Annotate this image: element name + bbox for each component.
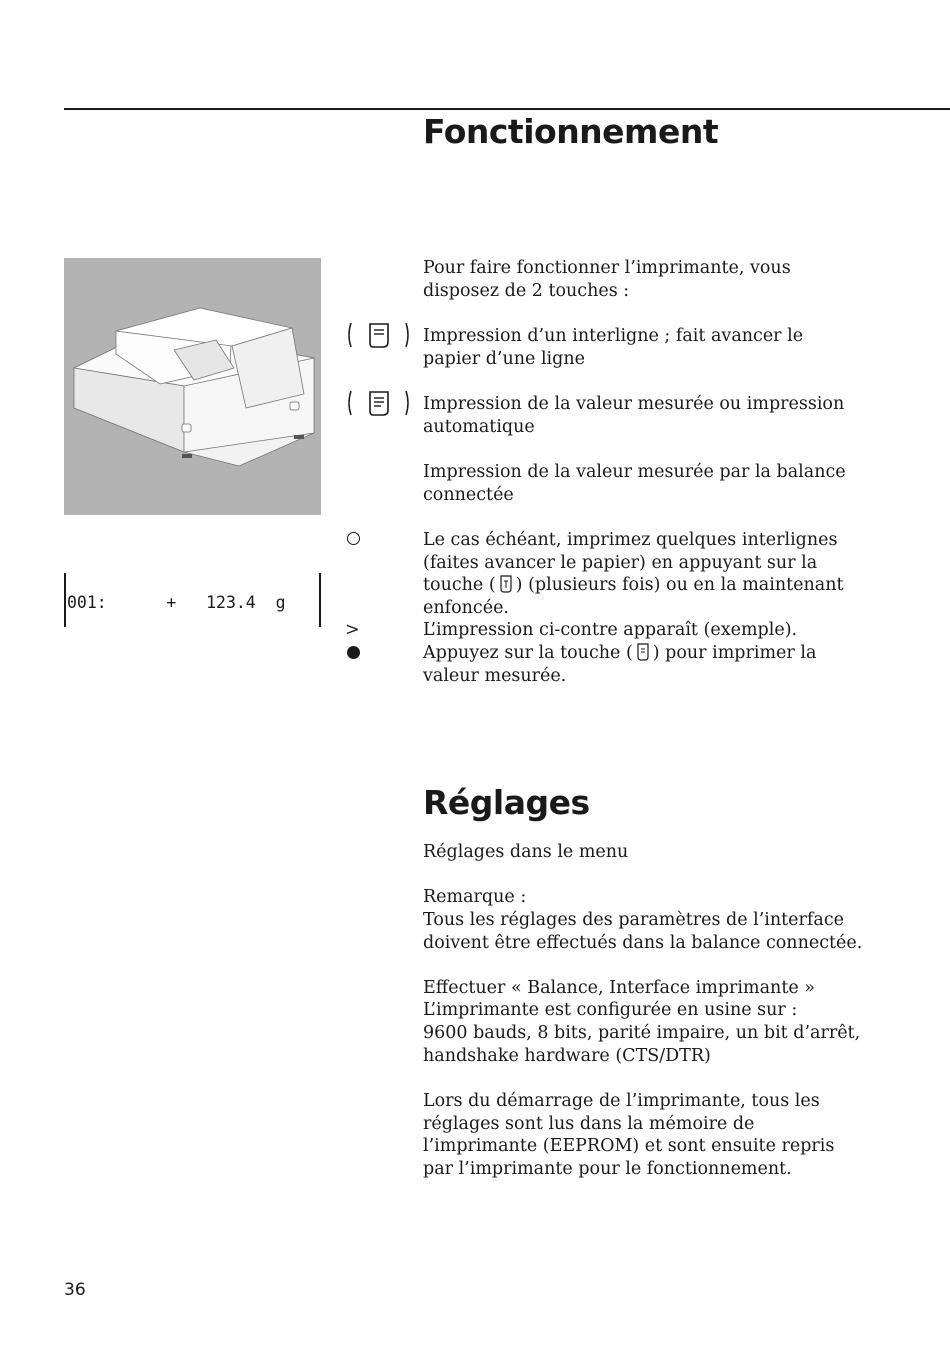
settings-effect: Effectuer « Balance, Interface imprimante » bbox=[423, 978, 815, 998]
printout-right-edge bbox=[319, 573, 321, 627]
open-circle-icon bbox=[347, 532, 360, 545]
printout-left-edge bbox=[64, 573, 66, 627]
printer-illustration bbox=[64, 258, 321, 515]
settings-menu: Réglages dans le menu bbox=[423, 842, 629, 862]
paper-feed-key-icon bbox=[345, 320, 415, 350]
key-print-description: Impression de la valeur mesurée ou impression automatique bbox=[423, 394, 845, 437]
balance-print-description: Impression de la valeur mesurée par la balance connectée bbox=[423, 462, 846, 505]
page-number: 36 bbox=[64, 1280, 86, 1300]
key-feed-description: Impression d’un interligne ; fait avancer le papier d’une ligne bbox=[423, 326, 804, 369]
settings-startup: Lors du démarrage de l’imprimante, tous les réglages sont lus dans la mémoire de l’imprimante (EEPROM) et sont ensuite repris par l’imprimante pour le fonctionnement. bbox=[423, 1091, 835, 1180]
settings-note-text: Tous les réglages des paramètres de l’interface doivent être effectués dans la balance connectée. bbox=[423, 910, 863, 953]
step-print-suffix: pour imprimer la valeur mesurée. bbox=[423, 643, 817, 686]
settings-params: 9600 bauds, 8 bits, parité impaire, un bit d’arrêt, handshake hardware (CTS/DTR) bbox=[423, 1023, 861, 1066]
step-print-prefix: Appuyez sur la touche bbox=[423, 643, 621, 663]
section-title-settings: Réglages bbox=[423, 783, 590, 822]
printout-example bbox=[64, 573, 321, 627]
printout-line: 001: + 123.4 g bbox=[67, 593, 286, 612]
step-feed-paper: Le cas échéant, imprimez quelques interlignes (faites avancer le papier) en appuyant sur la touche ( ) (plusieurs fois) ou en la maintenant enfoncée. bbox=[423, 530, 844, 619]
result-marker: > bbox=[345, 620, 360, 640]
print-key-icon bbox=[345, 388, 415, 418]
step-print-value: Appuyez sur la touche ( ) pour imprimer la valeur mesurée. bbox=[423, 643, 817, 686]
header-rule bbox=[64, 108, 950, 110]
operation-intro: Pour faire fonctionner l’imprimante, vous disposez de 2 touches : bbox=[423, 258, 791, 301]
paper-feed-key-inline-icon bbox=[496, 574, 516, 594]
section-title-operation: Fonctionnement bbox=[423, 112, 719, 151]
settings-factory: L’imprimante est configurée en usine sur : bbox=[423, 1000, 798, 1020]
settings-note-label: Remarque : bbox=[423, 887, 527, 907]
step-feed-prefix: Le cas échéant, imprimez quelques interlignes (faites avancer le papier) en appuyant sur la touche bbox=[423, 530, 838, 596]
step-result: L’impression ci-contre apparaît (exemple). bbox=[423, 620, 798, 640]
print-key-inline-icon bbox=[633, 642, 653, 662]
filled-circle-icon bbox=[347, 646, 360, 659]
step-feed-suffix: (plusieurs fois) ou en la maintenant enfoncée. bbox=[423, 575, 844, 619]
